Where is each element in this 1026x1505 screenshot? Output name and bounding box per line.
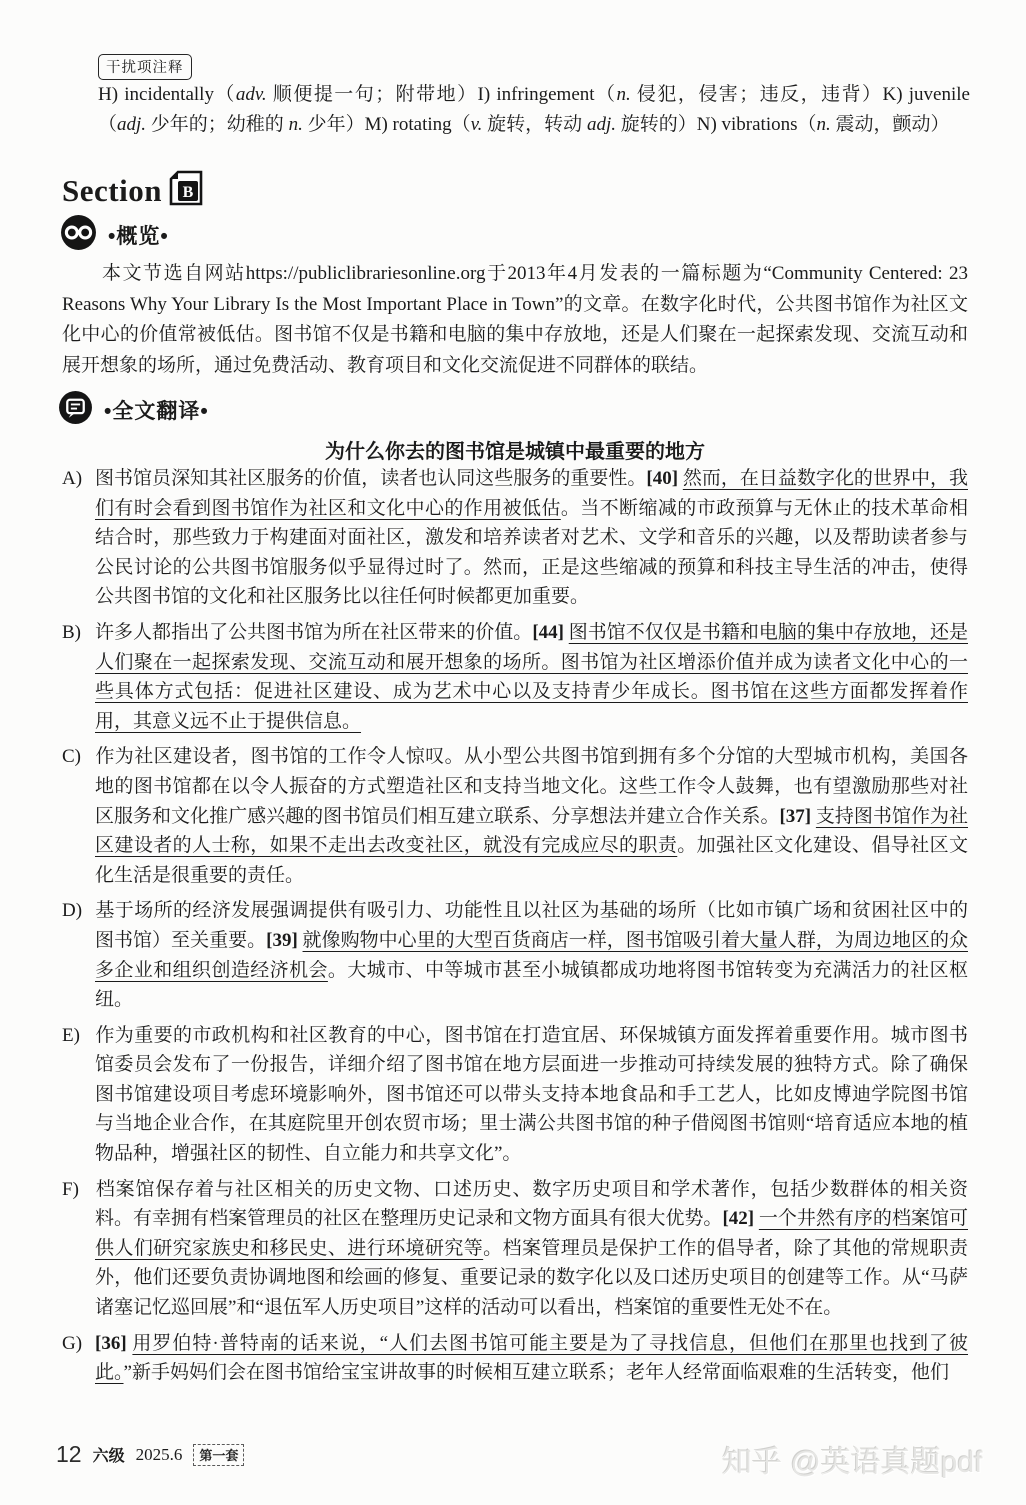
text-run: 。当不断缩减的市政预算与无休止的技术革命相结合时，那些致力于构建面对面社区，激发和培养读者对艺术、文学和音乐的兴趣，以及帮助读者参与公民讨论的公共图书馆服务似乎显得过时了。然而，正是这些缩减的预算和科技主导生活的冲击，使得公共图书馆的文化和社区服务比以往任何时候都更加重要。 xyxy=(95,497,968,608)
svg-text:B: B xyxy=(182,184,194,201)
section-heading xyxy=(62,170,203,211)
text-run: [44] xyxy=(532,621,569,643)
paragraph-label: D) xyxy=(62,900,83,922)
text-run: 少年的；幼稚的 xyxy=(146,114,289,135)
exam-level-label: 六级 xyxy=(92,1448,125,1465)
text-run: 档案馆保存着与社区相关的历史文物、口述历史、数字历史项目和学术著作，包括少数群体的相关资料。有幸拥有档案管理员的社区在整理历史记录和文物方面具有很大优势。 xyxy=(95,1178,968,1230)
text-run: 一个井然有序的档案馆可供人们研究家族史和移民史、进行环境研究等 xyxy=(95,1208,968,1259)
text-run: n. xyxy=(616,84,631,105)
page-number: 12 xyxy=(56,1441,82,1467)
text-run: 。加强社区文化建设、倡导社区文化生活是很重要的责任。 xyxy=(95,835,968,886)
translation-paragraph-g xyxy=(62,1329,968,1388)
text-run: adj. xyxy=(117,114,147,135)
vocabulary-list xyxy=(98,80,970,140)
section-title: Section xyxy=(62,172,162,208)
text-run: [36] xyxy=(95,1332,133,1354)
paragraph-label: F) xyxy=(62,1178,79,1200)
text-run: 。档案管理员是保护工作的倡导者，除了其他的常规职责外，他们还要负责协调地图和绘画的修复、重要记录的数字化以及口述历史项目的创建等工作。从“马萨诸塞记忆巡回展”和“退伍军人历史项目”这样的活动可以看出，档案馆的重要性无处不在。 xyxy=(95,1237,968,1319)
chat-bubble-icon xyxy=(58,390,93,430)
translation-paragraph-d xyxy=(62,896,968,1014)
text-run: adv. xyxy=(235,84,267,105)
text-run: 基于场所的经济发展强调提供有吸引力、功能性且以社区为基础的场所（比如市镇广场和贫困社区中的图书馆）至关重要。 xyxy=(95,900,968,951)
translation-paragraph-c xyxy=(62,742,968,890)
distractor-note-badge: 干扰项注释 xyxy=(98,54,192,80)
translation-paragraph-e xyxy=(62,1021,968,1169)
text-run: v. xyxy=(470,114,483,135)
text-run: 震动，颤动） xyxy=(830,114,950,135)
overview-paragraph: 本文节选自网站https://publiclibrariesonline.org于2013年4月发表的一篇标题为“Community Centered: 23 Reasons Why Your Library Is the Most Important Place in Town”的文章。在数字化时代，公共图书馆作为社区文化中心的价值常被低估。图书馆不仅是书籍和电脑的集中存放地，还是人们聚在一起探索发现、交流互动和展开想象的场所，通过免费活动、教育项目和文化交流促进不同群体的联结。 xyxy=(62,263,968,376)
text-run: ”新手妈妈们会在图书馆给宝宝讲故事的时候相互建立联系；老年人经常面临艰难的生活转变，他们 xyxy=(123,1362,949,1384)
text-run: [40] xyxy=(646,468,683,489)
text-run: n. xyxy=(816,114,831,135)
text-run: 旋转的）N) vibrations（ xyxy=(615,114,817,135)
text-run: 图书馆不仅仅是书籍和电脑的集中存放地，还是人们聚在一起探索发现、交流互动和展开想象的场所。图书馆为社区增添价值并成为读者文化中心的一些具体方式包括：促进社区建设、成为艺术中心以及支持青少年成长。图书馆在这些方面都发挥着作用，其意义远不止于提供信息。 xyxy=(95,621,968,732)
paragraph-label: C) xyxy=(62,746,81,768)
watermark-text: 知乎 @英语真题pdf xyxy=(722,1446,983,1479)
paragraph-label: A) xyxy=(62,468,83,489)
translation-paragraphs xyxy=(62,464,968,1394)
translation-paragraph-f xyxy=(62,1175,968,1323)
text-run: 少年）M) rotating（ xyxy=(302,114,471,135)
text-run: 顺便提一句；附带地）I) infringement（ xyxy=(266,84,617,105)
text-run: 然而，在日益数字化的世界中，我们有时会看到图书馆作为社区和文化中心的作用被低估 xyxy=(95,468,968,519)
text-run: 作为社区建设者，图书馆的工作令人惊叹。从小型公共图书馆到拥有多个分馆的大型城市机构，美国各地的图书馆都在以令人振奋的方式塑造社区和支持当地文化。这些工作令人鼓舞，也有望激励那些对社区服务和文化推广感兴趣的图书馆员们相互建立联系、分享想法并建立合作关系。 xyxy=(95,746,968,827)
translation-heading-label: •全文翻译• xyxy=(104,400,209,423)
paragraph-label: B) xyxy=(62,621,81,643)
overview-heading xyxy=(60,214,169,256)
text-run: 图书馆员深知其社区服务的价值，读者也认同这些服务的重要性。 xyxy=(95,468,647,489)
paragraph-label: G) xyxy=(62,1332,83,1354)
section-b-page-icon xyxy=(169,170,203,211)
text-run: [37] xyxy=(779,805,816,827)
text-run: H) incidentally（ xyxy=(98,84,236,105)
text-run: 旋转，转动 xyxy=(482,114,587,135)
text-run: 。大城市、中等城市甚至小城镇都成功地将图书馆转变为充满活力的社区枢纽。 xyxy=(95,959,968,1011)
goggles-icon xyxy=(60,214,97,256)
text-run: [42] xyxy=(722,1208,759,1230)
translation-paragraph-a xyxy=(62,464,968,612)
text-run: 支持图书馆作为社区建设者的人士称，如果不走出去改变社区，就没有完成应尽的职责 xyxy=(95,805,968,857)
text-run: 许多人都指出了公共图书馆为所在社区带来的价值。 xyxy=(95,621,533,643)
text-run: 作为重要的市政机构和社区教育的中心，图书馆在打造宜居、环保城镇方面发挥着重要作用。城市图书馆委员会发布了一份报告，详细介绍了图书馆在地方层面进一步推动可持续发展的独特方式。除了确保图书馆建设项目考虑环境影响外，图书馆还可以带头支持本地食品和手工艺人，比如皮博迪学院图书馆与当地企业合作，在其庭院里开创农贸市场；里士满公共图书馆的种子借阅图书馆则“培育适应本地的植物品种，增强社区的韧性、自立能力和共享文化”。 xyxy=(95,1024,968,1165)
translation-heading xyxy=(58,390,209,430)
text-run: 侵犯，侵害；违反，违背）K) juvenile（ xyxy=(98,84,970,135)
exam-set-badge: 第一套 xyxy=(193,1444,244,1466)
text-run: 用罗伯特·普特南的话来说，“人们去图书馆可能主要是为了寻找信息，但他们在那里也找到了彼此。 xyxy=(95,1332,969,1384)
paragraph-label: E) xyxy=(62,1024,80,1046)
page-footer xyxy=(56,1441,244,1468)
overview-heading-label: •概览• xyxy=(108,225,169,248)
exam-date: 2025.6 xyxy=(135,1444,183,1464)
text-run: adj. xyxy=(586,114,616,135)
text-run: [39] xyxy=(266,929,303,951)
translation-paragraph-b xyxy=(62,618,968,736)
text-run: n. xyxy=(288,114,303,135)
translation-title: 为什么你去的图书馆是城镇中最重要的地方 xyxy=(325,441,705,463)
text-run: 就像购物中心里的大型百货商店一样，图书馆吸引着大量人群，为周边地区的众多企业和组织创造经济机会 xyxy=(95,929,968,981)
